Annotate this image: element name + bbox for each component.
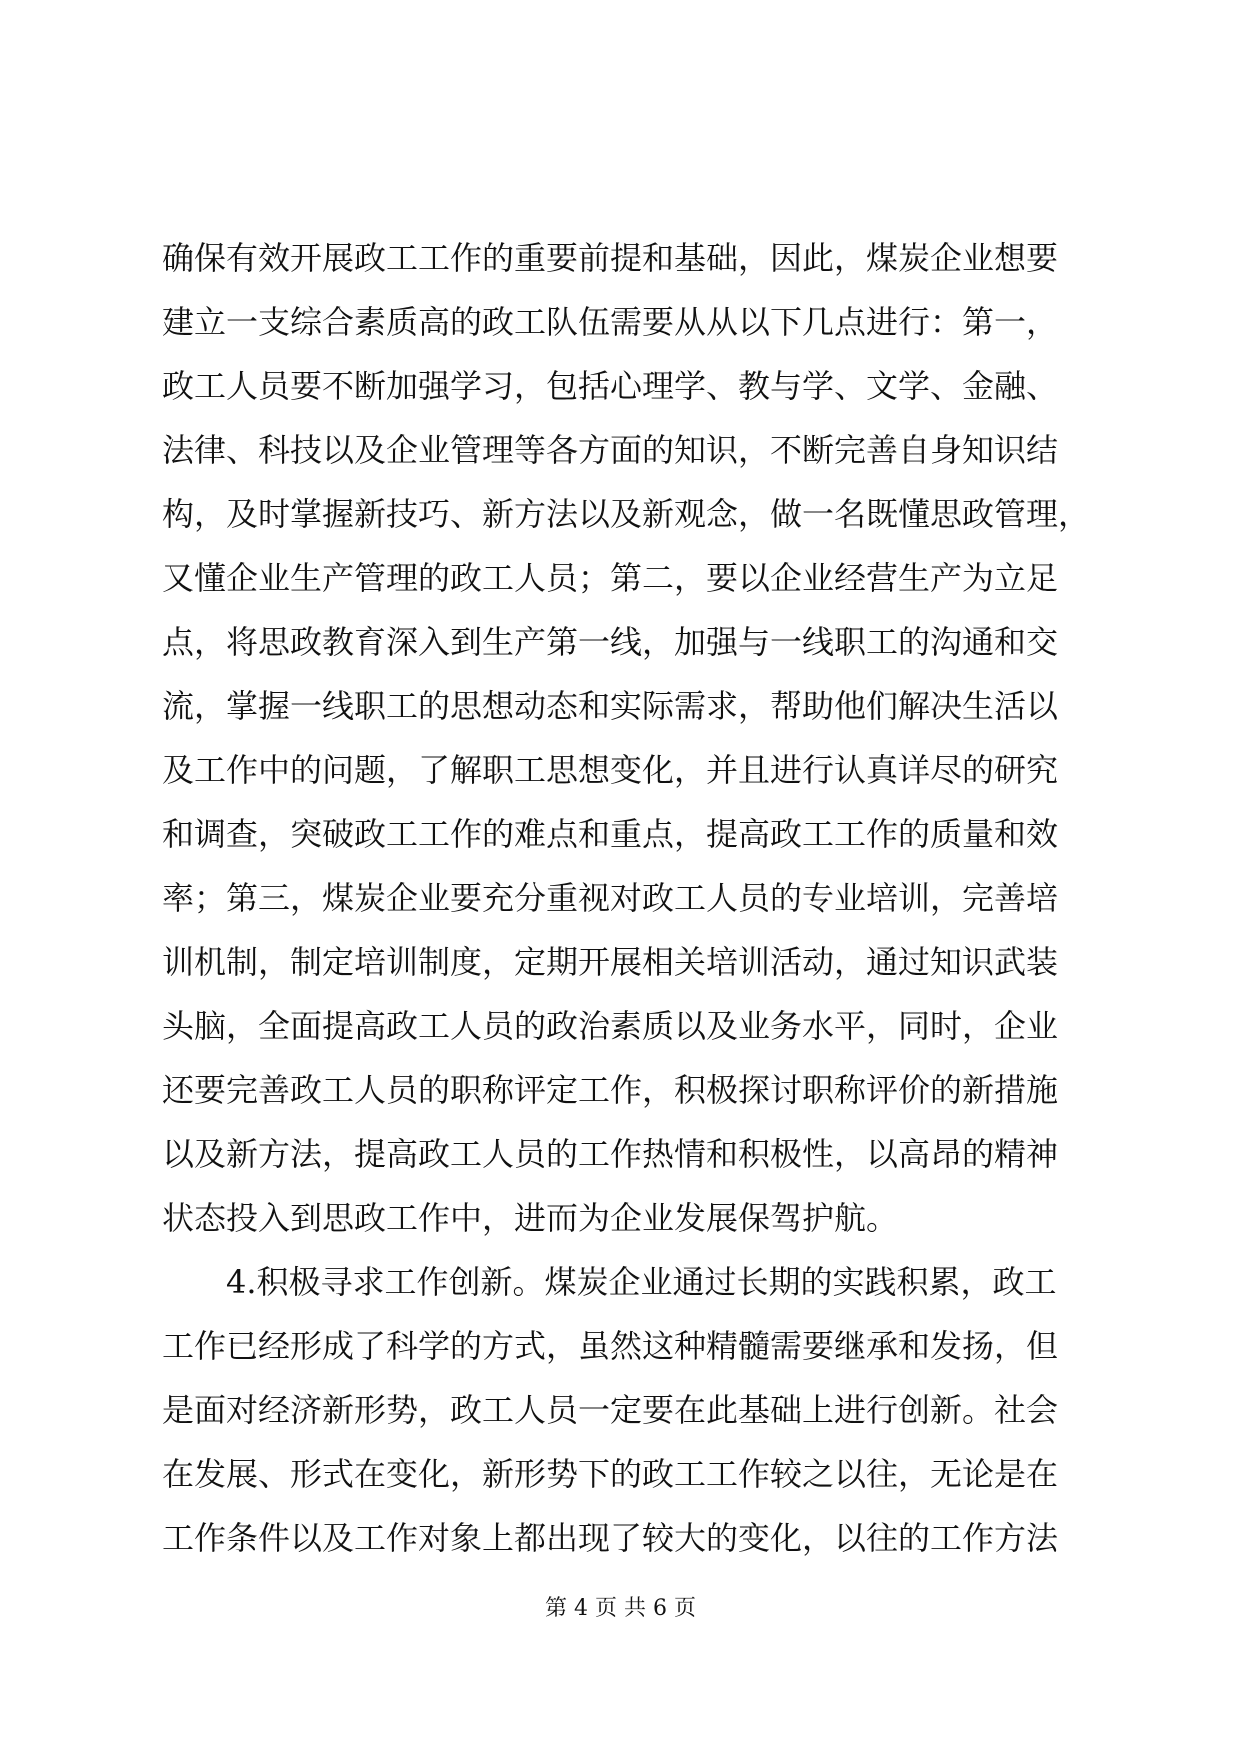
text-line: 建立一支综合素质高的政工队伍需要从从以下几点进行：第一， [162,303,1059,341]
text-line: 又懂企业生产管理的政工人员；第二，要以企业经营生产为立足 [162,559,1059,597]
text-line: 工作已经形成了科学的方式，虽然这种精髓需要继承和发扬，但 [162,1327,1059,1365]
text-line: 以及新方法，提高政工人员的工作热情和积极性，以高昂的精神 [162,1135,1059,1173]
text-line: 率；第三，煤炭企业要充分重视对政工人员的专业培训，完善培 [162,879,1059,917]
text-line: 头脑，全面提高政工人员的政治素质以及业务水平，同时，企业 [162,1007,1059,1045]
text-line: 还要完善政工人员的职称评定工作，积极探讨职称评价的新措施 [162,1071,1059,1109]
document-body [162,226,1091,1570]
text-line: 点，将思政教育深入到生产第一线，加强与一线职工的沟通和交 [162,623,1059,661]
text-line: 法律、科技以及企业管理等各方面的知识，不断完善自身知识结 [162,431,1059,469]
text-line: 政工人员要不断加强学习，包括心理学、教与学、文学、金融、 [162,367,1059,405]
text-line: 和调查，突破政工工作的难点和重点，提高政工工作的质量和效 [162,815,1059,853]
text-line: 工作条件以及工作对象上都出现了较大的变化，以往的工作方法 [162,1519,1059,1557]
page-footer [0,1594,1241,1624]
text-line: 及工作中的问题，了解职工思想变化，并且进行认真详尽的研究 [162,751,1059,789]
text-line: 流，掌握一线职工的思想动态和实际需求，帮助他们解决生活以 [162,687,1059,725]
text-line: 训机制，制定培训制度，定期开展相关培训活动，通过知识武装 [162,943,1059,981]
text-line: 是面对经济新形势，政工人员一定要在此基础上进行创新。社会 [162,1391,1059,1429]
paragraph-start-line: 4.积极寻求工作创新。煤炭企业通过长期的实践积累，政工 [226,1263,1057,1301]
text-line: 状态投入到思政工作中，进而为企业发展保驾护航。 [162,1199,899,1237]
text-line: 确保有效开展政工工作的重要前提和基础，因此，煤炭企业想要 [162,239,1059,277]
text-line: 构，及时掌握新技巧、新方法以及新观念，做一名既懂思政管理， [162,495,1091,533]
text-line: 在发展、形式在变化，新形势下的政工工作较之以往，无论是在 [162,1455,1059,1493]
page-number: 第 4 页 共 6 页 [545,1596,696,1621]
